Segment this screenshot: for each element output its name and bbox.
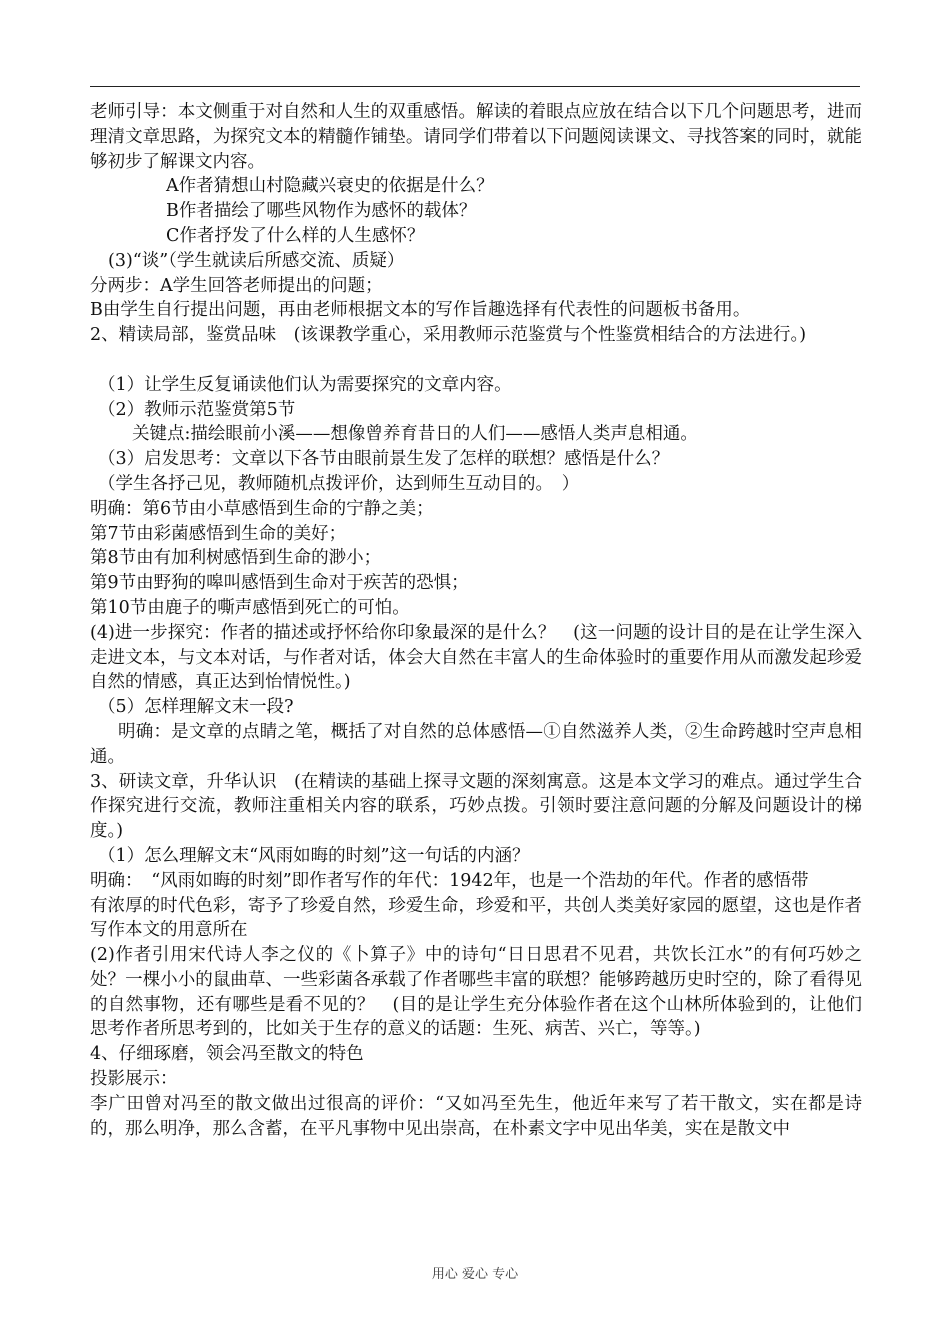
quote-paragraph: 李广田曾对冯至的散文做出过很高的评价：“又如冯至先生，他近年来写了若干散文，实在都是诗的，那么明净，那么含蓄，在平凡事物中见出崇高，在朴素文字中见出华美，实在是散文中 [90, 1093, 862, 1139]
question-c: C作者抒发了什么样的人生感怀？ [166, 225, 425, 246]
projection-label: 投影展示： [90, 1069, 178, 1090]
clarify-10: 第10节由鹿子的嘶声感悟到死亡的可怕。 [90, 597, 410, 618]
item-1: （1）让学生反复诵读他们认为需要探究的文章内容。 [98, 374, 512, 395]
clarify-6: 明确：第6节由小草感悟到生命的宁静之美； [90, 498, 434, 519]
clarify-9: 第9节由野狗的嗥叫感悟到生命对于疾苦的恐惧； [90, 573, 469, 594]
paragraph-intro: 老师引导：本文侧重于对自然和人生的双重感悟。解读的着眼点应放在结合以下几个问题思考，进而理清文章思路，为探究文本的精髓作铺垫。请同学们带着以下问题阅读课文、寻找答案的同时，就能够初步了解课文内容。 [90, 102, 862, 172]
step-b: B由学生自行提出问题，再由老师根据文本的写作旨趣选择有代表性的问题板书备用。 [90, 300, 751, 321]
item-2: （2）教师示范鉴赏第5节 [98, 399, 296, 420]
item-3-note: （学生各抒己见，教师随机点拨评价，达到师生互动目的。 ） [98, 473, 580, 494]
blank-line [90, 348, 862, 373]
section-2-heading: 2、精读局部，鉴赏品味 (该课教学重心，采用教师示范鉴赏与个性鉴赏相结合的方法进行。) [90, 325, 807, 346]
question-a: A作者猜想山村隐藏兴衰史的依据是什么？ [166, 176, 494, 197]
item-3: （3）启发思考：文章以下各节由眼前景生发了怎样的联想？感悟是什么？ [98, 449, 670, 470]
section-3-item-1: （1）怎么理解文末“风雨如晦的时刻”这一句话的内涵？ [98, 845, 530, 866]
question-b: B作者描绘了哪些风物作为感怀的载体？ [166, 201, 477, 222]
two-steps: 分两步：A学生回答老师提出的问题； [90, 275, 383, 296]
key-point: 关键点:描绘眼前小溪——想像曾养育昔日的人们——感悟人类声息相通。 [132, 424, 698, 445]
item-4: (4)进一步探究：作者的描述或抒怀给你印象最深的是什么？ (这一问题的设计目的是在让学生深入走进文本，与文本对话，与作者对话，体会大自然在丰富人的生命体验时的重要作用从而激发起珍爱自然的情感，真正达到怡情悦性。) [90, 622, 862, 693]
section-4-heading: 4、仔细琢磨，领会冯至散文的特色 [90, 1044, 364, 1065]
item-5: （5）怎样理解文末一段? [98, 697, 294, 718]
document-body [90, 100, 862, 1141]
section-3-heading: 3、研读文章，升华认识 (在精读的基础上探寻文题的深刻寓意。这是本文学习的难点。通过学生合作探究进行交流，教师注重相关内容的联系，巧妙点拨。引领时要注意问题的分解及问题设计的梯度。) [90, 771, 862, 842]
step-3-talk: (3)“谈”（学生就读后所感交流、质疑） [108, 250, 405, 271]
clarify-7: 第7节由彩菌感悟到生命的美好； [90, 523, 347, 544]
page-footer: 用心 爱心 专心 [431, 1267, 519, 1282]
section-3-answer-2: 有浓厚的时代色彩，寄予了珍爱自然，珍爱生命，珍爱和平，共创人类美好家园的愿望，这也是作者写作本文的用意所在 [90, 895, 862, 941]
header-rule [90, 86, 860, 87]
clarify-8: 第8节由有加利树感悟到生命的渺小； [90, 548, 382, 569]
section-3-answer-1: 明确： “风雨如晦的时刻”即作者写作的年代：1942年，也是一个浩劫的年代。作者的感悟带 [90, 870, 809, 891]
item-5-answer: 明确：是文章的点睛之笔，概括了对自然的总体感悟—①自然滋养人类，②生命跨越时空声息相通。 [90, 721, 862, 767]
section-3-item-2: (2)作者引用宋代诗人李之仪的《卜算子》中的诗句“日日思君不见君，共饮长江水”的有何巧妙之处？一棵小小的鼠曲草、一些彩菌各承载了作者哪些丰富的联想？能够跨越历史时空的，除了看得见的自然事物，还有哪些是看不见的？ (目的是让学生充分体验作者在这个山林所体验到的，让他们思考作者所思考到的，比如关于生存的意义的话题：生死、病苦、兴亡，等等。) [90, 945, 862, 1040]
